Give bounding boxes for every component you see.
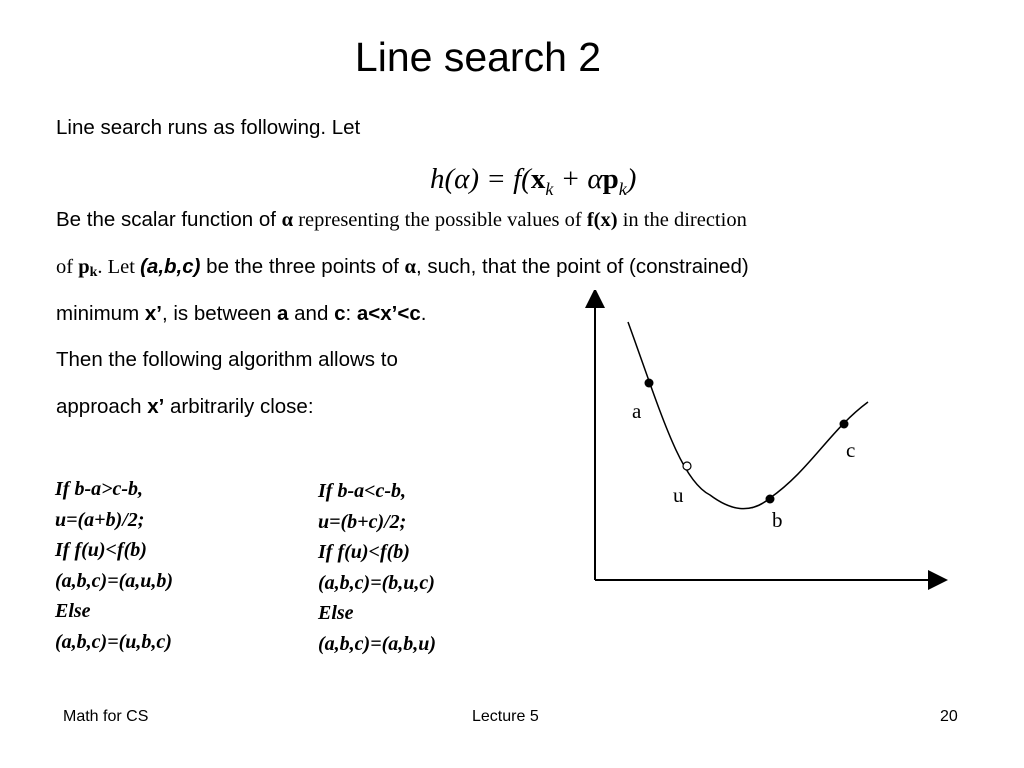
para1-text-2: representing the possible values of	[293, 209, 587, 231]
x-prime-term: x’	[144, 302, 162, 325]
para1-text-10: and	[288, 302, 335, 325]
slide-title: Line search 2	[354, 34, 602, 80]
para1-line3	[56, 302, 426, 326]
p-term: p	[78, 256, 90, 278]
para1-text-11: :	[345, 302, 357, 325]
algo-right-line: Else	[318, 602, 354, 624]
inequality-term: a<x’<c	[356, 302, 421, 325]
algo-left-line: Else	[55, 600, 91, 622]
algo-left-line: If f(u)<f(b)	[55, 539, 147, 561]
algo-right-line: (a,b,c)=(a,b,u)	[318, 632, 437, 655]
para1-text-3: in the direction	[617, 209, 747, 231]
algo-right-line: u=(b+c)/2;	[318, 510, 407, 533]
alpha-symbol: α	[281, 209, 294, 231]
para2-text-2: arbitrarily close:	[164, 395, 314, 418]
para2-line1: Then the following algorithm allows to	[56, 348, 398, 371]
para1-text-9: , is between	[161, 302, 278, 325]
para1-text-4: of	[56, 256, 79, 278]
label-b: b	[772, 508, 783, 532]
line-search-diagram	[580, 290, 950, 600]
p-subscript: k	[89, 265, 98, 280]
point-a-marker	[645, 379, 654, 388]
para2-text-1: approach	[56, 395, 148, 418]
footer-course: Math for CS	[63, 708, 149, 725]
formula-x: x	[530, 163, 546, 195]
label-a: a	[632, 399, 642, 423]
algo-left-line: (a,b,c)=(u,b,c)	[55, 630, 172, 653]
para1-line2	[56, 255, 749, 281]
para1-text-1: Be the scalar function of	[56, 208, 282, 231]
alpha-symbol-2: α	[404, 256, 416, 278]
algo-left-line: u=(a+b)/2;	[55, 508, 145, 531]
intro-text: Line search runs as following. Let	[56, 116, 361, 139]
point-u-marker	[683, 462, 691, 470]
para1-text-5: . Let	[97, 256, 141, 278]
formula-close: )	[626, 163, 637, 195]
formula-p: p	[602, 163, 619, 195]
footer-lecture: Lecture 5	[472, 708, 539, 725]
formula-h-alpha	[430, 163, 636, 200]
formula-lhs: h(α) = f(	[430, 163, 531, 195]
a-term: a	[277, 302, 289, 325]
footer-page-number: 20	[940, 708, 958, 725]
algo-right-line: (a,b,c)=(b,u,c)	[318, 571, 435, 594]
algorithm-left	[55, 474, 173, 657]
point-c-marker	[840, 420, 849, 429]
abc-term: (a,b,c)	[140, 255, 201, 278]
formula-x-sub: k	[545, 178, 554, 199]
para1-text-7: , such, that the point of (constrained)	[415, 255, 749, 278]
formula-p-sub: k	[618, 178, 627, 199]
algo-left-line: If b-a>c-b,	[55, 478, 144, 500]
formula-plus: + α	[553, 163, 603, 195]
para1-text-12: .	[420, 302, 427, 325]
para2-line2	[56, 395, 314, 419]
fx-term: f(x)	[586, 209, 618, 231]
x-prime-term-2: x’	[147, 395, 165, 418]
function-curve	[628, 322, 868, 509]
algorithm-right	[318, 476, 436, 659]
algo-left-line: (a,b,c)=(a,u,b)	[55, 569, 174, 592]
algo-right-line: If f(u)<f(b)	[318, 541, 410, 563]
algo-right-line: If b-a<c-b,	[318, 480, 407, 502]
para1-line1	[56, 208, 747, 232]
point-b-marker	[766, 495, 775, 504]
c-term: c	[334, 302, 346, 325]
label-u: u	[673, 483, 684, 507]
para1-text-8: minimum	[56, 302, 145, 325]
para1-text-6: be the three points of	[200, 255, 405, 278]
label-c: c	[846, 438, 856, 462]
